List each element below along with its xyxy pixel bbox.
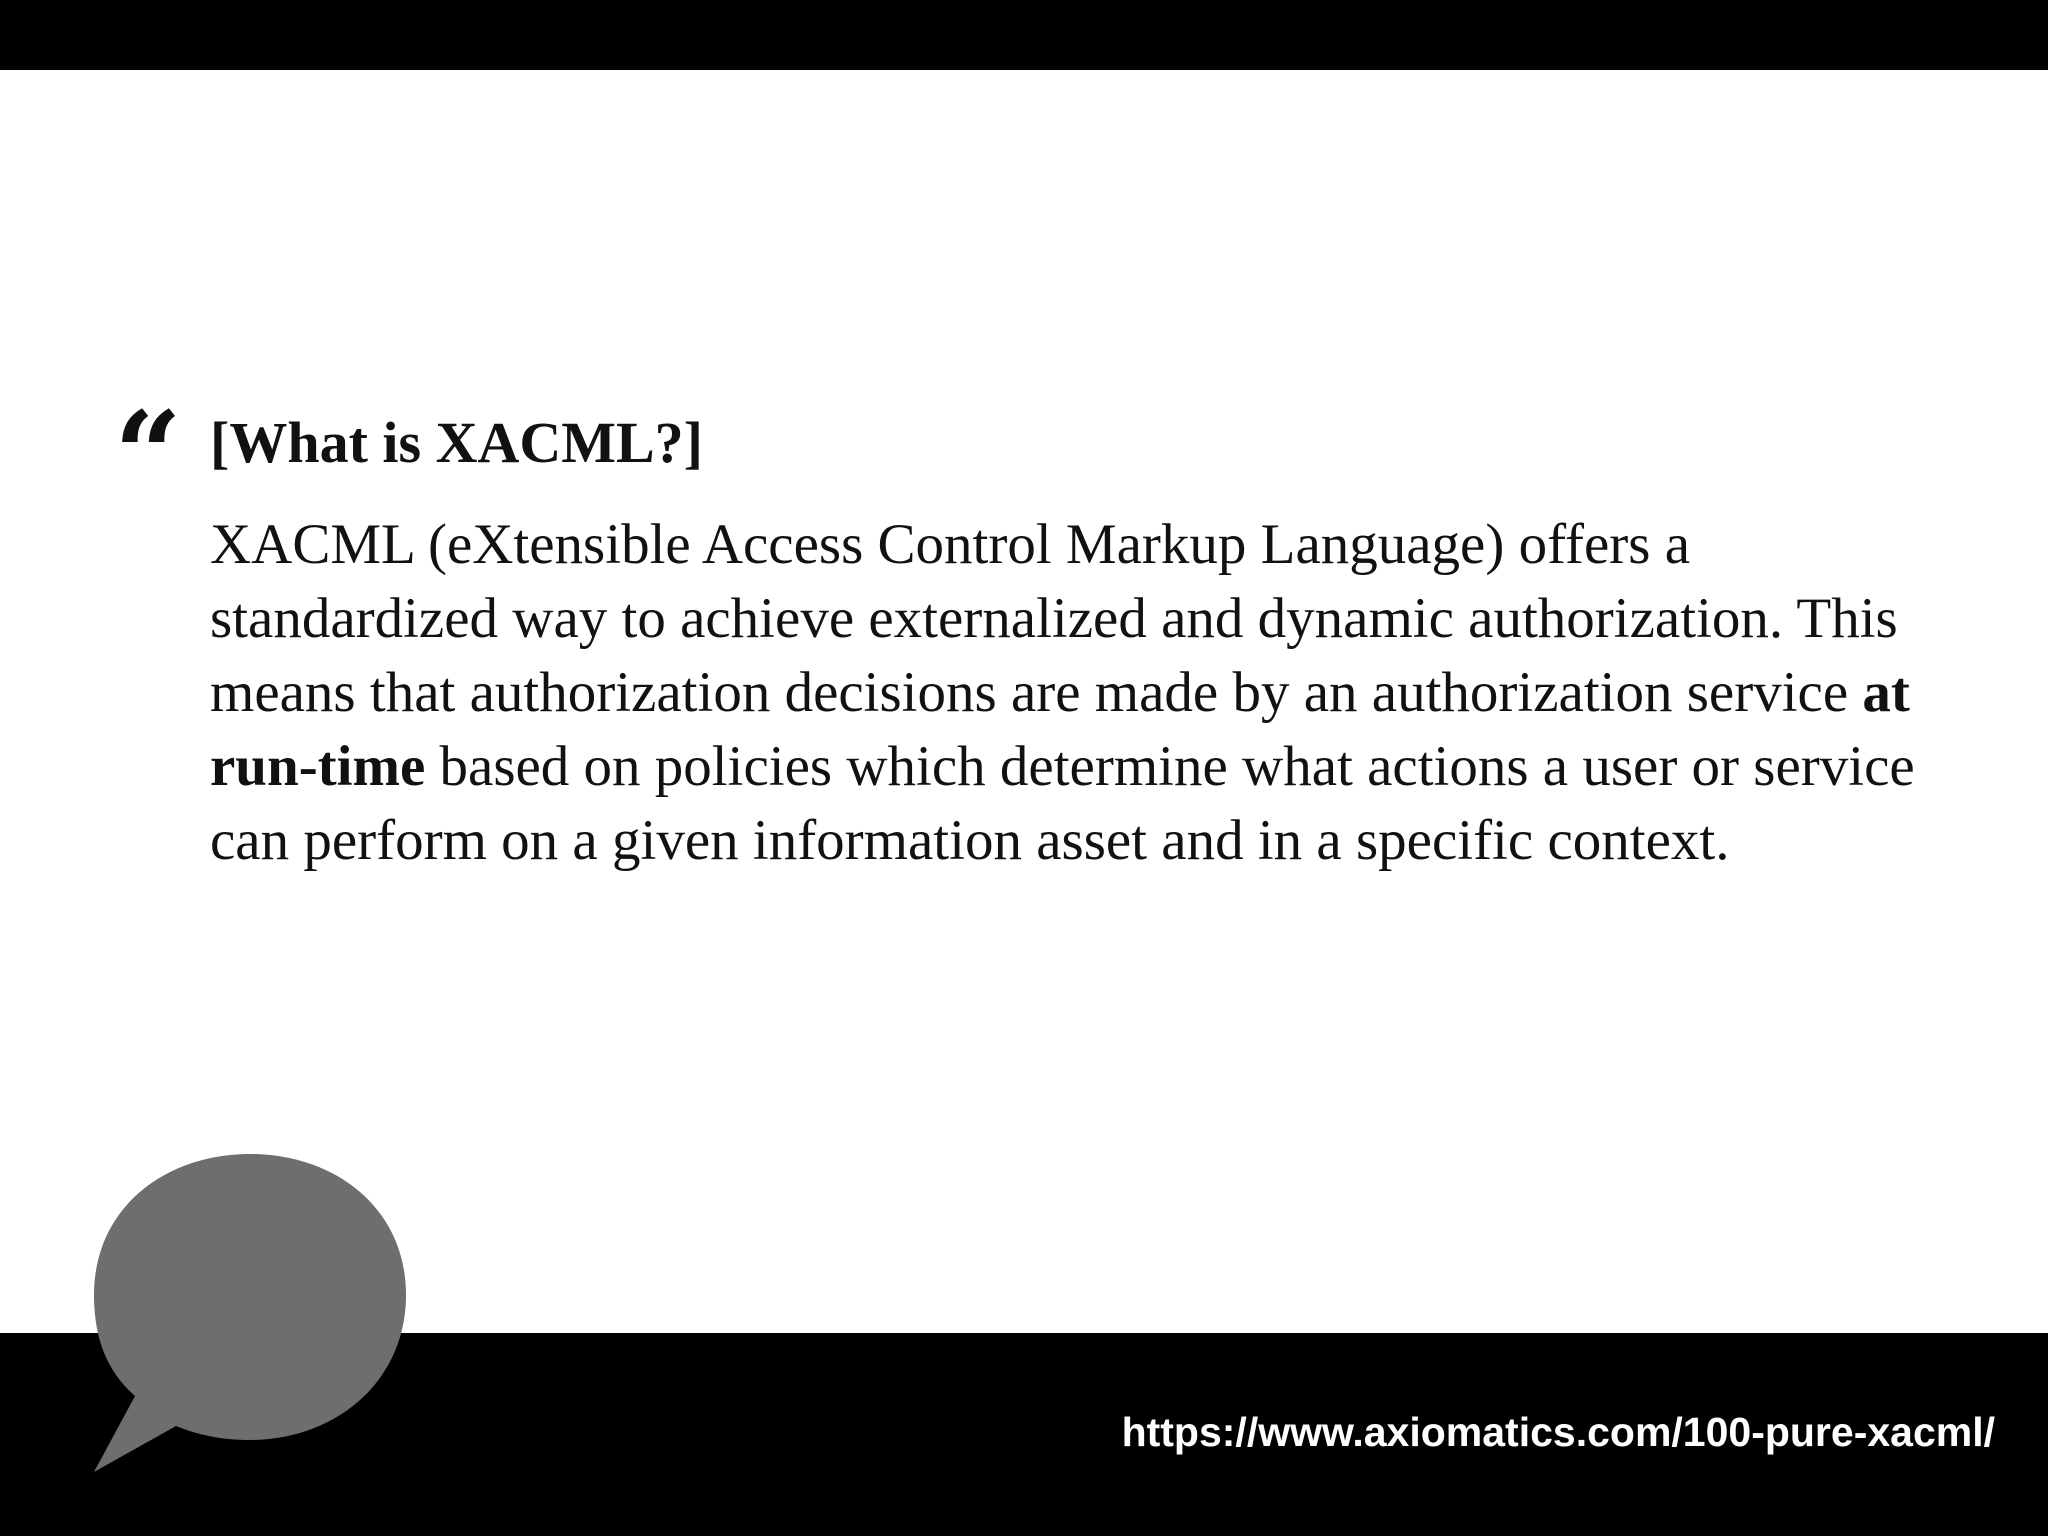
speech-bubble-shape	[94, 1154, 406, 1472]
quote-body-text-continued: based on policies which determine what actions a user or service can perform on a given information asset and in a specific context.	[210, 735, 1915, 872]
source-url[interactable]: https://www.axiomatics.com/100-pure-xacml/	[1121, 1409, 1995, 1455]
quote-mark-icon: “	[114, 385, 182, 524]
top-bar	[0, 0, 2048, 70]
quote-body-text: XACML (eXtensible Access Control Markup Language) offers a standardized way to achieve externalized and dynamic authorization. This means that authorization decisions are made by an authorization service	[210, 513, 1898, 724]
quote-heading: [What is XACML?]	[210, 410, 703, 475]
quote-block	[210, 408, 1930, 878]
quote-body	[210, 508, 1930, 878]
speech-bubble-icon	[90, 1150, 410, 1480]
quote-body-emphasis: at run-time	[210, 661, 1910, 798]
